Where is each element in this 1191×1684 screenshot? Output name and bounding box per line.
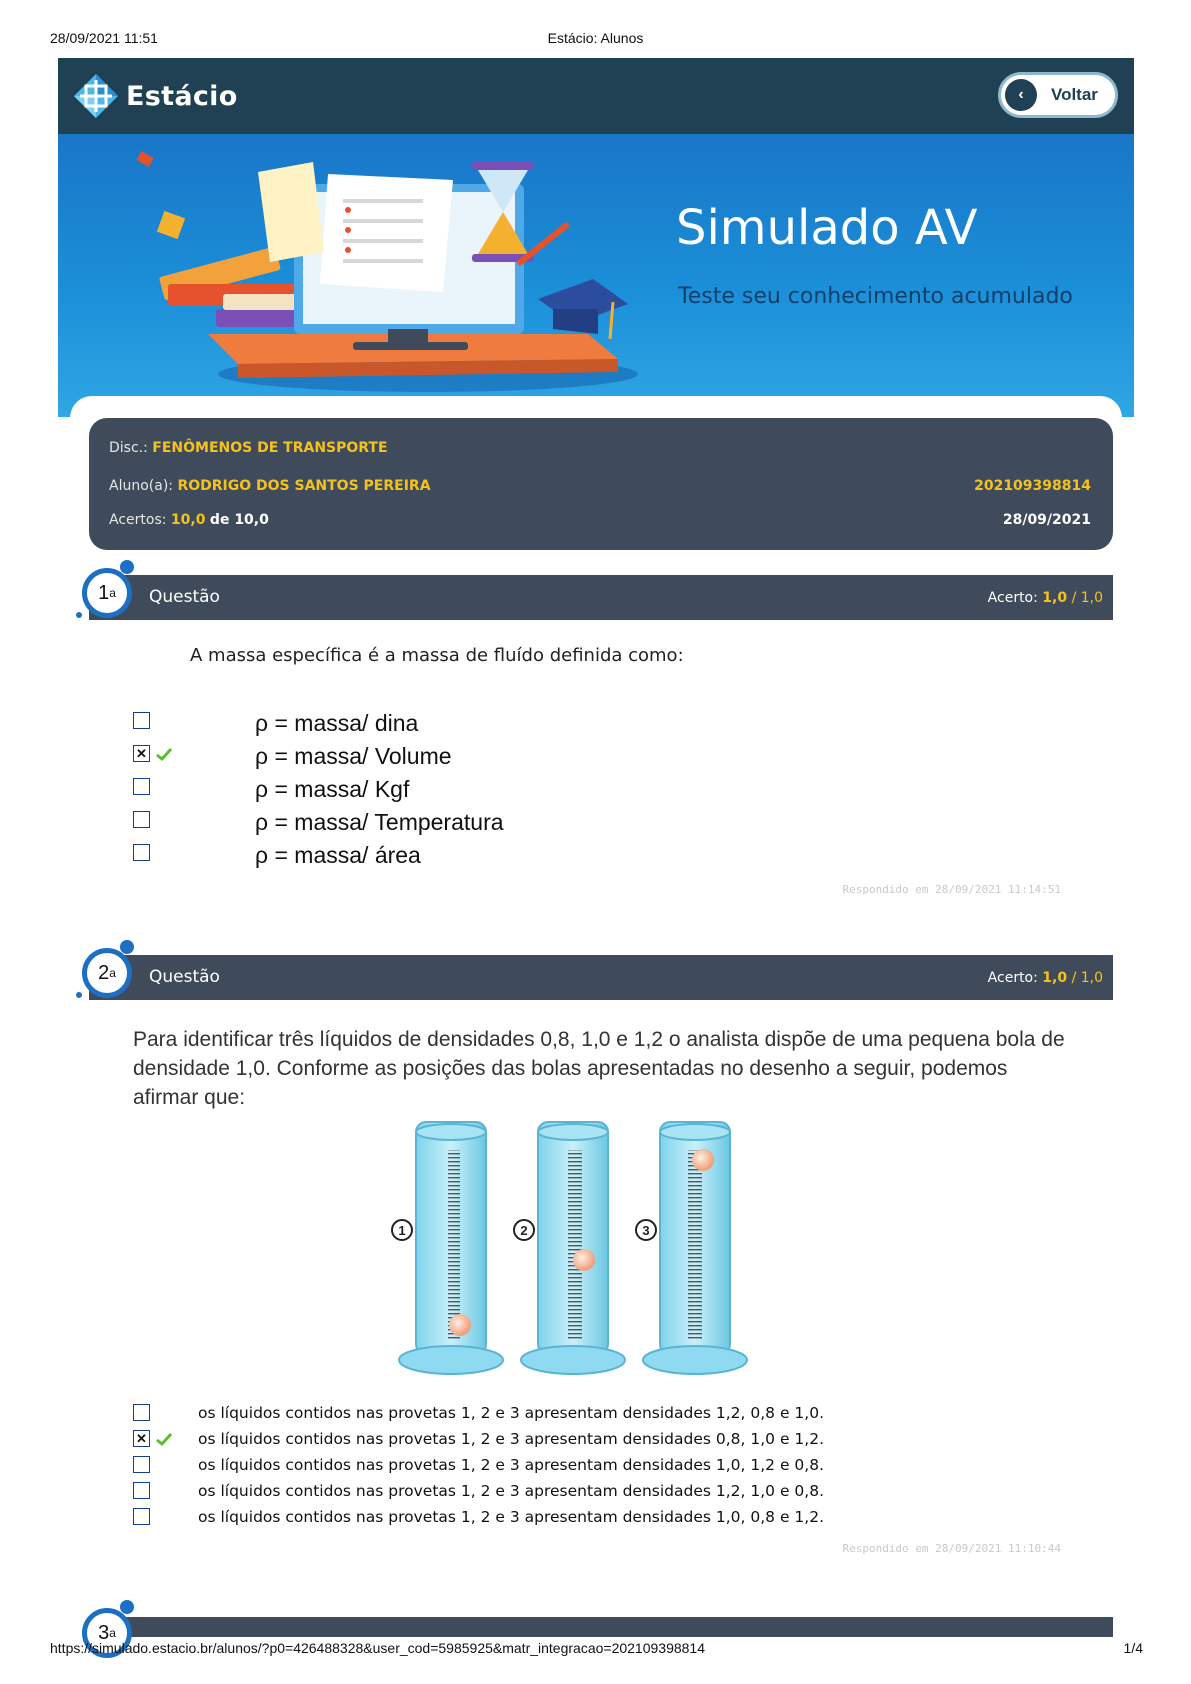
question-ordinal: a [109, 966, 116, 980]
question-number [82, 568, 132, 618]
answered-timestamp: Respondido em 28/09/2021 11:14:51 [842, 883, 1061, 896]
option-checkbox[interactable] [133, 1482, 150, 1499]
x-mark-icon[interactable]: ✕ [133, 1430, 150, 1447]
cylinder-label-1: 1 [398, 1223, 406, 1238]
student-row [109, 478, 1091, 498]
check-icon [155, 1432, 173, 1446]
registration-number: 202109398814 [974, 478, 1091, 494]
brand-name: Estácio [126, 80, 238, 112]
question-ordinal: a [109, 1626, 116, 1640]
back-button-label: Voltar [1051, 85, 1098, 104]
question-number-badge [76, 1600, 138, 1644]
checkbox[interactable] [133, 844, 150, 861]
question-number-text: 1 [98, 581, 110, 604]
option-text: ρ = massa/ dina [255, 710, 419, 736]
score-max: / 1,0 [1071, 970, 1103, 986]
print-datetime: 28/09/2021 11:51 [50, 30, 158, 46]
question-ordinal: a [109, 586, 116, 600]
question-header [89, 575, 1113, 620]
exam-date: 28/09/2021 [1002, 512, 1091, 528]
score-label: Acerto: [987, 590, 1038, 606]
hits-row [109, 512, 1091, 532]
page-subtitle: Teste seu conhecimento acumulado [678, 284, 1073, 309]
score-max: / 1,0 [1071, 590, 1103, 606]
option-checkbox[interactable] [133, 844, 150, 861]
question-score [988, 970, 1103, 986]
x-mark-icon[interactable]: ✕ [133, 745, 150, 762]
score-value: 1,0 [1042, 970, 1068, 986]
question-number-text: 3 [98, 1621, 110, 1644]
option-text: os líquidos contidos nas provetas 1, 2 e 3 apresentam densidades 0,8, 1,0 e 1,2. [198, 1430, 825, 1448]
print-url: https://simulado.estacio.br/alunos/?p0=426488328&user_cod=5985925&matr_integracao=202109398814 [50, 1640, 705, 1656]
hits-value: 10,0 [170, 512, 206, 528]
badge-dot [76, 992, 82, 998]
option-checkbox[interactable] [133, 1404, 150, 1421]
score-value: 1,0 [1042, 590, 1068, 606]
option-checkbox[interactable] [133, 1456, 150, 1473]
cylinder-label-3: 3 [642, 1223, 650, 1238]
option-checkbox[interactable] [133, 811, 150, 828]
estacio-logo-icon [72, 72, 120, 120]
check-icon [155, 747, 173, 761]
question-number-text: 2 [98, 961, 110, 984]
question-number-badge [76, 940, 138, 1002]
cylinder-1 [399, 1122, 503, 1374]
option-checkbox[interactable] [133, 778, 150, 795]
question-header [89, 1617, 1113, 1637]
option-text: os líquidos contidos nas provetas 1, 2 e 3 apresentam densidades 1,0, 1,2 e 0,8. [198, 1456, 825, 1474]
option-text: ρ = massa/ Kgf [255, 776, 410, 802]
checkbox[interactable] [133, 811, 150, 828]
cylinder-2 [521, 1122, 625, 1374]
option-checkbox[interactable] [133, 712, 150, 729]
discipline-row [109, 440, 1091, 460]
hits-total: de 10,0 [209, 512, 269, 528]
question-score [988, 590, 1103, 606]
hero-banner [58, 134, 1134, 417]
page-title: Simulado AV [676, 200, 978, 256]
discipline-label: Disc.: [109, 440, 148, 456]
question-stem: Para identificar três líquidos de densidades 0,8, 1,0 e 1,2 o analista dispõe de uma pequena bola de densidade 1,0. Conforme as posições das bolas apresentadas no desenho a seguir, podemos afirmar que: [133, 1028, 1065, 1109]
checkbox[interactable] [133, 1482, 150, 1499]
cylinder-3 [643, 1122, 747, 1374]
checkbox[interactable] [133, 1456, 150, 1473]
answered-timestamp: Respondido em 28/09/2021 11:10:44 [842, 1542, 1061, 1555]
discipline-value: FENÔMENOS DE TRANSPORTE [152, 440, 388, 456]
score-label: Acerto: [987, 970, 1038, 986]
question-label: Questão [149, 587, 220, 607]
question-number-badge [76, 560, 138, 622]
badge-dot [120, 560, 134, 574]
print-header [0, 30, 1191, 50]
option-text: ρ = massa/ área [255, 842, 421, 868]
checkbox[interactable] [133, 1404, 150, 1421]
student-name: RODRIGO DOS SANTOS PEREIRA [177, 478, 431, 494]
badge-dot [76, 612, 82, 618]
checkbox[interactable] [133, 778, 150, 795]
back-button[interactable] [998, 72, 1118, 118]
option-text: os líquidos contidos nas provetas 1, 2 e 3 apresentam densidades 1,0, 0,8 e 1,2. [198, 1508, 825, 1526]
print-footer [0, 1640, 1191, 1660]
badge-dot [120, 1600, 134, 1614]
study-illustration [98, 144, 658, 394]
option-checkbox-selected[interactable] [133, 1430, 173, 1447]
question-number [82, 948, 132, 998]
print-title: Estácio: Alunos [547, 30, 644, 46]
badge-dot [120, 940, 134, 954]
question-stem: A massa específica é a massa de fluído definida como: [190, 645, 684, 666]
question-label: Questão [149, 967, 220, 987]
option-text: os líquidos contidos nas provetas 1, 2 e 3 apresentam densidades 1,2, 1,0 e 0,8. [198, 1482, 825, 1500]
checkbox[interactable] [133, 712, 150, 729]
cylinder-label-2: 2 [520, 1223, 528, 1238]
option-text: os líquidos contidos nas provetas 1, 2 e 3 apresentam densidades 1,2, 0,8 e 1,0. [198, 1404, 825, 1422]
question-header [89, 955, 1113, 1000]
checkbox[interactable] [133, 1508, 150, 1525]
student-label: Aluno(a): [109, 478, 173, 494]
brand-logo[interactable] [72, 72, 238, 120]
option-checkbox-selected[interactable] [133, 745, 173, 762]
exam-info-card [89, 418, 1113, 550]
cylinders-figure [398, 1120, 788, 1380]
option-text: ρ = massa/ Temperatura [255, 809, 504, 835]
hits-label: Acertos: [109, 512, 167, 528]
option-checkbox[interactable] [133, 1508, 150, 1525]
chevron-left-icon: ‹ [1005, 79, 1037, 111]
page-number: 1/4 [1123, 1640, 1143, 1656]
top-navbar [58, 58, 1134, 134]
option-text: ρ = massa/ Volume [255, 743, 452, 769]
